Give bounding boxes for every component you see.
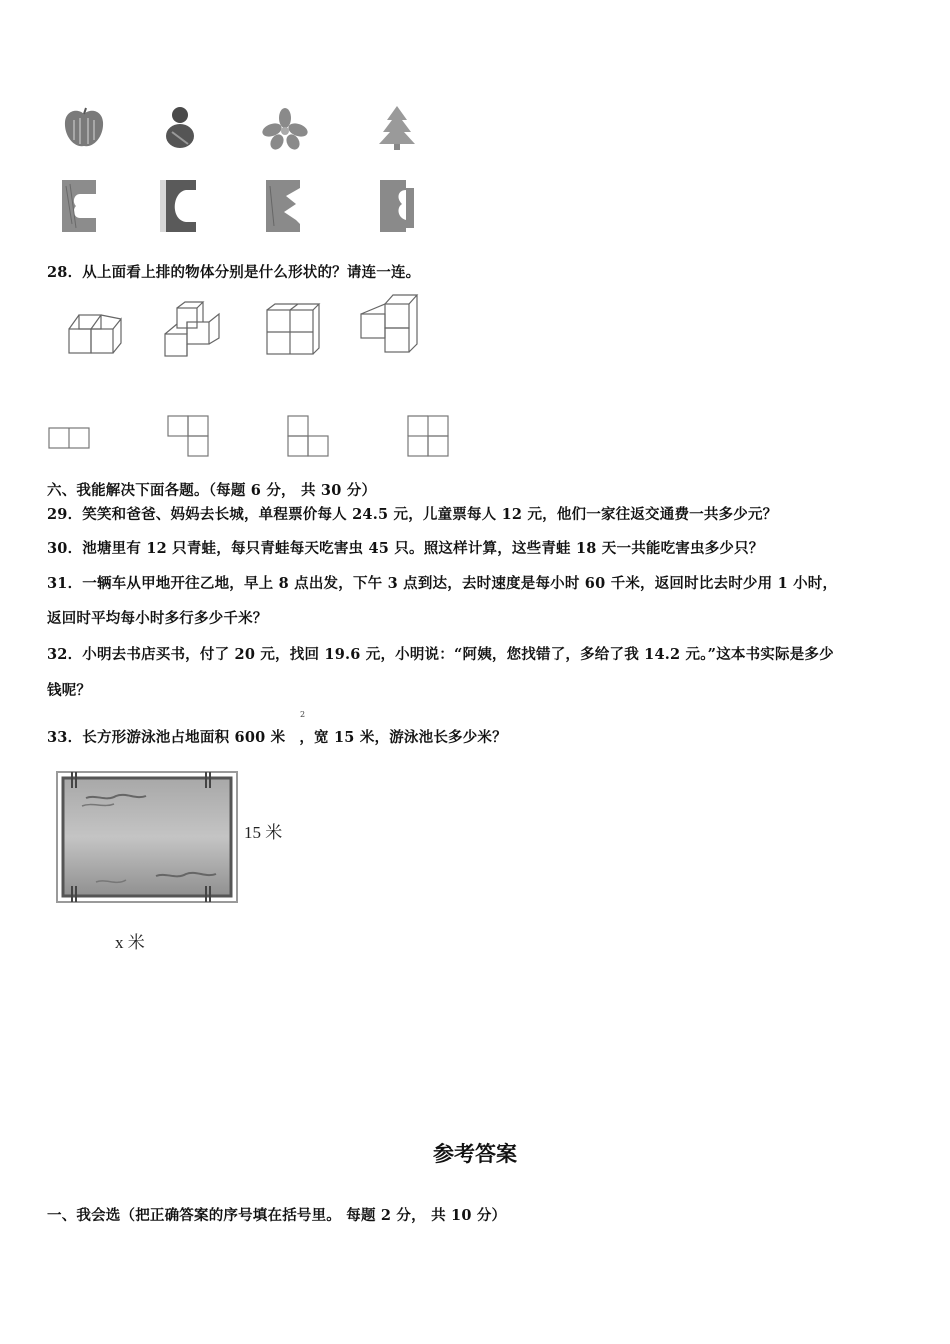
answers-section-1: 一、我会选（把正确答案的序号填在括号里。 每题 2 分， 共 10 分）	[47, 1207, 507, 1224]
question-31-line2: 返回时平均每小时多行多少千米？	[47, 610, 268, 627]
top-view-4	[406, 414, 452, 460]
question-32-line1: 32．小明去书店买书，付了 20 元，找回 19.6 元，小明说：“阿姨，您找错了，多给了我 14.2 元。”这本书实际是多少	[47, 646, 834, 663]
tree-silhouette-icon	[375, 104, 419, 150]
cube-stack-1	[66, 311, 126, 357]
flower-silhouette-icon	[262, 108, 308, 150]
top-view-3	[286, 414, 332, 460]
question-33-text: 33．长方形游泳池占地面积 600 米	[47, 729, 286, 746]
swimming-pool-image	[56, 768, 240, 904]
cube-stack-4	[358, 292, 424, 356]
cutout-card-2	[160, 180, 196, 232]
question-33-text-after: ，宽 15 米，游泳池长多少米？	[299, 729, 507, 746]
cutout-card-1	[62, 180, 96, 232]
cube-stack-3	[264, 302, 322, 358]
top-view-1	[48, 426, 92, 450]
question-29: 29．笑笑和爸爸、妈妈去长城，单程票价每人 24.5 元，儿童票每人 12 元，他们一家往返交通费一共多少元？	[47, 506, 778, 523]
question-33	[47, 726, 507, 747]
cutout-card-4	[380, 180, 414, 232]
pool-width-label: 15 米	[244, 823, 283, 842]
question-32-line2: 钱呢？	[47, 682, 92, 699]
apple-silhouette-icon	[60, 106, 108, 150]
top-view-2	[166, 414, 212, 458]
gourd-silhouette-icon	[160, 104, 200, 150]
question-30: 30．池塘里有 12 只青蛙，每只青蛙每天吃害虫 45 只。照这样计算，这些青蛙 18 天一共能吃害虫多少只？	[47, 540, 764, 557]
section-6-heading: 六、我能解决下面各题。（每题 6 分， 共 30 分）	[47, 482, 377, 499]
answers-title: 参考答案	[433, 1141, 517, 1166]
cube-stack-2	[162, 300, 224, 360]
question-28: 28．从上面看上排的物体分别是什么形状的？请连一连。	[47, 264, 421, 281]
cutout-card-3	[266, 180, 300, 232]
pool-length-label: x 米	[115, 933, 145, 952]
superscript-2: 2	[300, 710, 306, 719]
question-31-line1: 31．一辆车从甲地开往乙地，早上 8 点出发，下午 3 点到达，去时速度是每小时 60 千米，返回时比去时少用 1 小时，	[47, 575, 838, 592]
